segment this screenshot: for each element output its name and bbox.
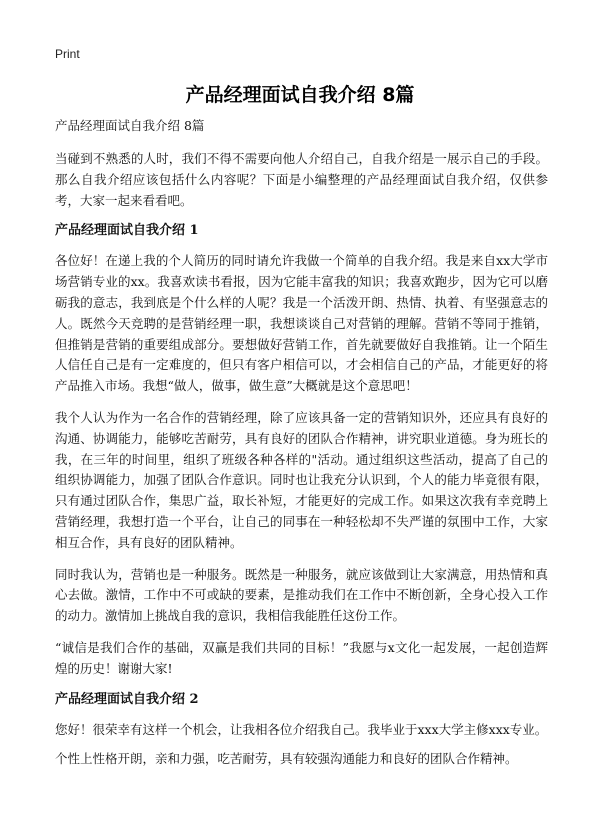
document-body: [55, 117, 548, 779]
print-label[interactable]: Print: [55, 47, 80, 61]
section-2-paragraph-1: 您好！很荣幸有这样一个机会，让我相各位介绍我自己。我毕业于xxx大学主修xxx专业。: [55, 721, 548, 737]
section-1-paragraph-4: “诚信是我们合作的基础，双赢是我们共同的目标！”我愿与x文化一起发展，一起创造辉煌的历史！谢谢大家!: [55, 639, 548, 676]
section-1-paragraph-2: 我个人认为作为一名合作的营销经理，除了应该具备一定的营销知识外，还应具有良好的沟通、协调能力，能够吃苦耐劳，具有良好的团队合作精神，讲究职业道德。身为班长的我，在三年的时间里，组织了班级各种各样的"活动。通过组织这些活动，提高了自己的组织协调能力，加强了团队合作意识。同时也让我充分认识到，个人的能力毕竟很有限，只有通过团队合作，集思广益，取长补短，才能更好的完成工作。如果这次我有幸竞聘上营销经理，我想打造一个平台，让自己的同事在一种轻松却不失严谨的氛围中工作，大家相互合作，具有良好的团队精神。: [55, 409, 548, 550]
section-heading-2: 产品经理面试自我介绍 2: [55, 691, 199, 707]
intro-paragraph: 当碰到不熟悉的人时，我们不得不需要向他人介绍自己，自我介绍是一展示自己的手段。那么自我介绍应该包括什么内容呢？下面是小编整理的产品经理面试自我介绍，仅供参考，大家一起来看看吧。: [55, 151, 548, 208]
page-title: 产品经理面试自我介绍 8篇: [185, 84, 415, 106]
section-1-paragraph-1: 各位好！在递上我的个人简历的同时请允许我做一个简单的自我介绍。我是来自xx大学市场营销专业的xx。我喜欢读书看报，因为它能丰富我的知识；我喜欢跑步，因为它可以磨砺我的意志，我到底是个什么样的人呢？我是一个活泼开朗、热情、执着、有坚强意志的人。既然今天竞聘的是营销经理一职，我想谈谈自己对营销的理解。营销不等同于推销，但推销是营销的重要组成部分。要想做好营销工作，首先就要做好自我推销。让一个陌生人信任自己是有一定难度的，但只有客户相信可以，才会相信自己的产品，才能更好的将产品推入市场。我想“做人，做事，做生意”大概就是这个意思吧！: [55, 253, 548, 394]
section-1-paragraph-3: 同时我认为，营销也是一种服务。既然是一种服务，就应该做到让大家满意，用热情和真心去做。激情，工作中不可或缺的要素，是推动我们在工作中不断创新，全身心投入工作的动力。激情加上挑战自我的意识，我相信我能胜任这份工作。: [55, 566, 548, 624]
section-2-paragraph-2: 个性上性格开朗，亲和力强，吃苦耐劳，具有较强沟通能力和良好的团队合作精神。: [55, 751, 518, 767]
document-subtitle: 产品经理面试自我介绍 8篇: [55, 118, 205, 133]
section-heading-1: 产品经理面试自我介绍 1: [55, 223, 199, 239]
